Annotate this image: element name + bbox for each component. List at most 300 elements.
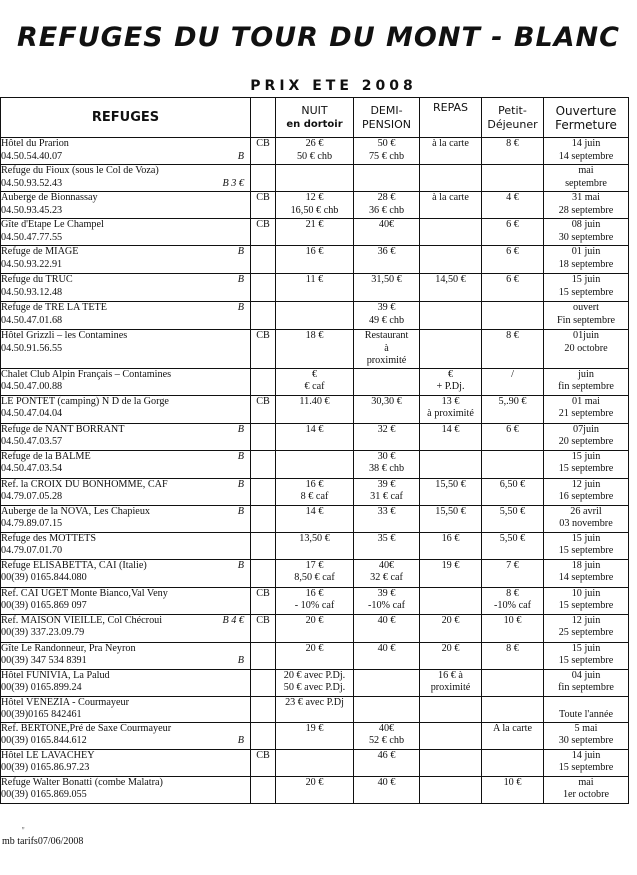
refuge-phone: 00(39) 0165.869.055 — [1, 789, 87, 800]
ouverture-cell-line: fin septembre — [558, 381, 614, 392]
ouverture-cell-line: 01 juin — [571, 246, 601, 257]
ouverture-cell — [544, 505, 629, 532]
nuit-cell — [276, 423, 354, 450]
nuit-cell — [276, 138, 354, 165]
petit-dejeuner-cell — [482, 722, 544, 749]
refuge-phone: 00(39) 0165.899.24 — [1, 682, 82, 693]
table-row — [1, 749, 629, 776]
cb-cell — [251, 274, 276, 302]
refuge-name: Gîte d'Etape Le Champel — [1, 219, 104, 230]
repas-cell — [420, 219, 482, 246]
ouverture-cell-line: 12 juin — [571, 478, 601, 490]
refuge-phone: 04.79.07.05.28 — [1, 491, 63, 502]
demi-pension-cell-line: 39 € — [377, 478, 396, 490]
refuge-phone: 04.79.07.01.70 — [1, 545, 63, 556]
table-body — [1, 138, 629, 804]
repas-cell — [420, 642, 482, 669]
refuge-phone: 04.50.47.01.68 — [1, 314, 63, 326]
demi-pension-cell-line: 33 € — [377, 505, 396, 517]
refuge-name: Hôtel LE LAVACHEY — [1, 749, 95, 761]
refuge-name-cell — [1, 246, 251, 274]
demi-pension-cell — [354, 749, 420, 776]
repas-cell-line: proximité — [430, 682, 471, 693]
demi-pension-cell — [354, 246, 420, 274]
refuge-phone: 04.50.47.04.04 — [1, 408, 63, 419]
ouverture-cell-line: 04 juin — [571, 669, 601, 681]
table-row — [1, 505, 629, 532]
refuge-mark: B — [237, 423, 244, 435]
nuit-cell — [276, 478, 354, 505]
nuit-cell-line: 20 € — [305, 776, 324, 788]
nuit-cell-line: 50 € chb — [296, 150, 333, 162]
ouverture-cell-line: 15 septembre — [558, 762, 614, 773]
petit-dejeuner-cell — [482, 368, 544, 395]
refuge-phone: 00(39) 347 534 8391 — [1, 655, 87, 666]
ouverture-cell — [544, 450, 629, 478]
table-row — [1, 559, 629, 587]
refuge-name: Auberge de la NOVA, Les Chapieux — [1, 505, 151, 517]
nuit-cell — [276, 587, 354, 614]
petit-dejeuner-cell — [482, 330, 544, 369]
nuit-cell — [276, 219, 354, 246]
nuit-cell — [276, 165, 354, 192]
nuit-cell-line: 23 € avec P.Dj — [285, 696, 344, 708]
nuit-cell-line: 20 € — [305, 614, 324, 626]
demi-pension-cell-line: 50 € — [377, 138, 396, 149]
refuge-name: Hôtel FUNIVIA, La Palud — [1, 669, 110, 681]
refuge-name-cell — [1, 395, 251, 423]
repas-cell — [420, 532, 482, 559]
petit-dejeuner-cell-line: / — [511, 368, 514, 380]
repas-cell-line: + P.Dj. — [436, 381, 465, 392]
petit-dejeuner-cell-line: 5,50 € — [499, 505, 526, 517]
ouverture-cell-line: 15 juin — [571, 532, 601, 544]
demi-pension-cell — [354, 505, 420, 532]
demi-pension-cell-line: 30,30 € — [371, 395, 402, 407]
ouverture-cell — [544, 642, 629, 669]
demi-pension-cell-line: 49 € chb — [368, 314, 405, 326]
ouverture-cell-line: 15 septembre — [558, 600, 614, 611]
repas-cell — [420, 450, 482, 478]
ouverture-cell-line: 15 septembre — [558, 545, 614, 556]
ouverture-cell-line: septembre — [565, 177, 607, 189]
demi-pension-cell-line: 36 € chb — [368, 204, 405, 216]
refuge-name: Refuge de la BALME — [1, 450, 91, 462]
table-row — [1, 478, 629, 505]
cb-cell: CB — [251, 395, 276, 423]
demi-pension-cell-line: 36 € — [377, 246, 396, 257]
demi-pension-cell — [354, 587, 420, 614]
demi-pension-cell — [354, 532, 420, 559]
ouverture-cell-line: 1er octobre — [562, 789, 610, 800]
nuit-cell-line: € — [311, 368, 318, 380]
ouverture-cell-line — [544, 697, 628, 710]
ouverture-cell-line: 25 septembre — [558, 627, 614, 638]
repas-cell-line: 20 € — [441, 614, 460, 626]
refuge-name: LE PONTET (camping) N D de la Gorge — [1, 395, 169, 407]
demi-pension-cell-line: Restaurant — [364, 330, 409, 341]
petit-dejeuner-cell — [482, 192, 544, 219]
table-row — [1, 642, 629, 669]
nuit-cell — [276, 749, 354, 776]
demi-pension-cell-line: proximité — [366, 355, 407, 366]
petit-dejeuner-cell — [482, 219, 544, 246]
ouverture-cell-line: Toute l'année — [558, 709, 614, 720]
ouverture-cell-line: juin — [578, 368, 594, 380]
header-demi-pension: DEMI- PENSION — [354, 98, 420, 138]
repas-cell-line: 20 € — [441, 642, 460, 654]
repas-cell-line: à la carte — [432, 138, 469, 149]
repas-cell — [420, 138, 482, 165]
refuge-mark: B — [237, 559, 244, 571]
ouverture-cell — [544, 587, 629, 614]
table-row — [1, 776, 629, 803]
petit-dejeuner-cell-line: 10 € — [503, 614, 522, 626]
refuge-phone: 04.50.93.52.43 — [1, 177, 63, 189]
cb-cell — [251, 450, 276, 478]
demi-pension-cell — [354, 219, 420, 246]
refuge-phone: 04.50.54.40.07 — [1, 150, 63, 162]
cb-cell: CB — [251, 749, 276, 776]
refuge-name: Hôtel du Prarion — [1, 138, 69, 149]
nuit-cell — [276, 532, 354, 559]
demi-pension-cell — [354, 450, 420, 478]
refuge-mark: B — [237, 150, 244, 162]
demi-pension-cell — [354, 559, 420, 587]
nuit-cell-line: 19 € — [305, 722, 324, 734]
refuge-name-cell — [1, 478, 251, 505]
nuit-cell-line: 20 € avec P.Dj. — [283, 669, 346, 681]
table-row — [1, 423, 629, 450]
cb-cell: CB — [251, 330, 276, 369]
repas-cell-line: 16 € — [441, 532, 460, 544]
petit-dejeuner-cell-line: 5,50 € — [499, 532, 526, 544]
nuit-cell — [276, 722, 354, 749]
cb-cell — [251, 696, 276, 722]
table-row — [1, 395, 629, 423]
refuge-name-cell — [1, 776, 251, 803]
table-row — [1, 330, 629, 369]
nuit-cell — [276, 614, 354, 642]
refuge-name-cell — [1, 138, 251, 165]
nuit-cell-line: 8 € caf — [300, 491, 329, 502]
cb-cell — [251, 302, 276, 330]
repas-cell-line: € — [447, 368, 454, 380]
petit-dejeuner-cell — [482, 614, 544, 642]
repas-cell-line: 14,50 € — [435, 274, 466, 285]
ouverture-cell-line: 14 septembre — [558, 572, 614, 583]
table-row — [1, 450, 629, 478]
refuge-name-cell — [1, 722, 251, 749]
ouverture-cell — [544, 614, 629, 642]
refuge-name-cell — [1, 587, 251, 614]
repas-cell — [420, 368, 482, 395]
refuge-phone: 04.50.47.03.57 — [1, 436, 63, 447]
nuit-cell-line: € caf — [304, 381, 325, 392]
repas-cell — [420, 423, 482, 450]
nuit-cell — [276, 368, 354, 395]
refuge-name: Refuge de MIAGE — [1, 246, 79, 257]
ouverture-cell-line: ouvert — [572, 302, 600, 313]
refuge-name-cell — [1, 505, 251, 532]
refuge-name: Hôtel VENEZIA - Courmayeur — [1, 696, 129, 708]
ouverture-cell — [544, 165, 629, 192]
refuge-name-cell — [1, 614, 251, 642]
ouverture-cell-line: mai — [578, 165, 594, 176]
repas-cell — [420, 165, 482, 192]
ouverture-cell — [544, 423, 629, 450]
ouverture-cell-line: 20 octobre — [564, 342, 608, 354]
refuge-mark: B — [237, 655, 244, 666]
petit-dejeuner-cell-line: 6,50 € — [499, 478, 526, 490]
petit-dejeuner-cell — [482, 478, 544, 505]
repas-cell — [420, 478, 482, 505]
demi-pension-cell — [354, 478, 420, 505]
cb-cell — [251, 722, 276, 749]
nuit-cell — [276, 274, 354, 302]
cb-cell: CB — [251, 587, 276, 614]
refuge-name-cell — [1, 368, 251, 395]
refuge-phone: 00(39) 0165.869 097 — [1, 600, 87, 611]
table-row — [1, 696, 629, 722]
refuge-name-cell — [1, 642, 251, 669]
ouverture-cell — [544, 219, 629, 246]
repas-cell-line: à la carte — [432, 192, 469, 203]
petit-dejeuner-cell — [482, 450, 544, 478]
refuge-phone: 04.50.93.22.91 — [1, 258, 63, 270]
ouverture-cell-line: Fin septembre — [556, 314, 615, 326]
cb-cell: CB — [251, 138, 276, 165]
cb-cell — [251, 669, 276, 696]
nuit-cell — [276, 696, 354, 722]
ouverture-cell — [544, 559, 629, 587]
header-row — [1, 98, 629, 138]
demi-pension-cell — [354, 423, 420, 450]
refuge-name-cell — [1, 450, 251, 478]
repas-cell — [420, 302, 482, 330]
ouverture-cell-line: 31 mai — [571, 192, 600, 203]
table-row — [1, 246, 629, 274]
demi-pension-cell — [354, 368, 420, 395]
cb-cell — [251, 423, 276, 450]
refuge-name: Refuge du TRUC — [1, 274, 73, 285]
demi-pension-cell-line: 35 € — [377, 532, 396, 544]
nuit-cell — [276, 559, 354, 587]
ouverture-cell-line: 14 septembre — [558, 150, 614, 162]
demi-pension-cell-line: 75 € chb — [368, 150, 405, 162]
ouverture-cell — [544, 330, 629, 369]
nuit-cell — [276, 246, 354, 274]
refuge-name-cell — [1, 559, 251, 587]
cb-cell — [251, 642, 276, 669]
table-row — [1, 368, 629, 395]
refuge-phone: 04.50.47.03.54 — [1, 463, 63, 474]
refuge-phone: 00(39) 0165.844.080 — [1, 572, 87, 583]
nuit-cell-line: 26 € — [305, 138, 324, 149]
petit-dejeuner-cell-line: 8 € — [506, 330, 519, 341]
demi-pension-cell — [354, 138, 420, 165]
petit-dejeuner-cell — [482, 274, 544, 302]
refuge-name: Refuge ELISABETTA, CAI (Italie) — [1, 559, 147, 571]
ouverture-cell-line: 15 septembre — [558, 655, 614, 666]
repas-cell — [420, 274, 482, 302]
demi-pension-cell-line: -10% caf — [367, 600, 406, 611]
nuit-cell-line: 20 € — [305, 642, 324, 654]
demi-pension-cell-line: 32 € — [377, 423, 396, 435]
cb-cell — [251, 246, 276, 274]
ouverture-cell-line: mai — [578, 776, 594, 788]
nuit-cell-line: 50 € avec P.Dj. — [283, 682, 346, 693]
refuge-phone: 04.50.47.00.88 — [1, 381, 63, 392]
ouverture-cell-line: 16 septembre — [558, 491, 614, 502]
cb-cell — [251, 532, 276, 559]
ouverture-cell — [544, 138, 629, 165]
cb-cell: CB — [251, 614, 276, 642]
demi-pension-cell-line: 40€ — [378, 559, 395, 571]
refuge-name-cell — [1, 423, 251, 450]
refuge-name: Refuge de TRE LA TETE — [1, 302, 108, 313]
refuge-name: Ref. BERTONE,Pré de Saxe Courmayeur — [1, 722, 172, 734]
header-repas: REPAS — [420, 98, 482, 138]
refuge-name: Refuge des MOTTETS — [1, 532, 97, 544]
petit-dejeuner-cell-line: 5,.90 € — [498, 395, 527, 407]
demi-pension-cell — [354, 395, 420, 423]
nuit-cell — [276, 505, 354, 532]
header-cb — [251, 98, 276, 138]
repas-cell — [420, 722, 482, 749]
refuge-name: Hôtel Grizzli – les Contamines — [1, 330, 128, 341]
ouverture-cell-line: 5 mai — [574, 722, 598, 734]
demi-pension-cell-line: 52 € chb — [368, 735, 405, 746]
nuit-cell — [276, 642, 354, 669]
demi-pension-cell-line: 39 € — [377, 587, 396, 599]
demi-pension-cell-line: 30 € — [377, 450, 396, 462]
nuit-cell — [276, 776, 354, 803]
table-row — [1, 614, 629, 642]
demi-pension-cell-line: 31 € caf — [370, 491, 403, 502]
ouverture-cell — [544, 669, 629, 696]
header-refuges: REFUGES — [1, 98, 251, 138]
ouverture-cell — [544, 478, 629, 505]
refuge-name-cell — [1, 669, 251, 696]
repas-cell — [420, 330, 482, 369]
refuge-name: Ref. la CROIX DU BONHOMME, CAF — [1, 478, 168, 490]
petit-dejeuner-cell — [482, 138, 544, 165]
refuge-name: Refuge de NANT BORRANT — [1, 423, 125, 435]
repas-cell-line: 15,50 € — [435, 505, 466, 517]
repas-cell-line: à proximité — [427, 408, 474, 419]
nuit-cell-line: 14 € — [305, 505, 324, 517]
repas-cell — [420, 776, 482, 803]
nuit-cell — [276, 395, 354, 423]
petit-dejeuner-cell-line: 6 € — [506, 219, 519, 230]
demi-pension-cell-line: 40 € — [377, 776, 396, 788]
petit-dejeuner-cell — [482, 559, 544, 587]
ouverture-cell-line: 03 novembre — [559, 518, 613, 529]
repas-cell — [420, 669, 482, 696]
petit-dejeuner-cell-line: 8 € — [506, 138, 519, 149]
ouverture-cell — [544, 368, 629, 395]
petit-dejeuner-cell — [482, 302, 544, 330]
ouverture-cell — [544, 395, 629, 423]
demi-pension-cell — [354, 192, 420, 219]
repas-cell — [420, 192, 482, 219]
ouverture-cell-line: 01juin — [572, 330, 600, 341]
refuge-phone: 04.50.93.45.23 — [1, 204, 63, 216]
refuge-phone: 04.50.47.77.55 — [1, 231, 63, 243]
petit-dejeuner-cell — [482, 776, 544, 803]
ouverture-cell-line: 30 septembre — [558, 735, 614, 746]
ouverture-cell — [544, 246, 629, 274]
nuit-cell-line: 13,50 € — [299, 532, 330, 544]
refuge-name: Ref. MAISON VIEILLE, Col Chécroui — [1, 614, 163, 626]
nuit-cell-line: 14 € — [305, 423, 324, 435]
ouverture-cell-line: 18 juin — [571, 559, 601, 571]
repas-cell — [420, 559, 482, 587]
refuge-name-cell — [1, 330, 251, 369]
petit-dejeuner-cell — [482, 505, 544, 532]
cb-cell — [251, 559, 276, 587]
ouverture-cell — [544, 749, 629, 776]
nuit-cell-line: 21 € — [305, 219, 324, 230]
refuge-name-cell — [1, 219, 251, 246]
demi-pension-cell — [354, 165, 420, 192]
demi-pension-cell-line: 40€ — [378, 219, 395, 230]
nuit-cell — [276, 192, 354, 219]
page-title: REFUGES DU TOUR DU MONT - BLANC — [17, 22, 620, 53]
table-row — [1, 587, 629, 614]
cb-cell: CB — [251, 192, 276, 219]
demi-pension-cell-line: 46 € — [377, 749, 396, 761]
repas-cell-line: 16 € à — [438, 669, 463, 681]
refuge-name-cell — [1, 165, 251, 192]
ouverture-cell — [544, 532, 629, 559]
repas-cell — [420, 749, 482, 776]
nuit-cell — [276, 669, 354, 696]
demi-pension-cell-line: 40€ — [378, 722, 395, 734]
ouverture-cell-line: 18 septembre — [558, 258, 614, 270]
nuit-cell — [276, 302, 354, 330]
refuge-name: Refuge du Fioux (sous le Col de Voza) — [1, 165, 159, 176]
table-row — [1, 274, 629, 302]
nuit-cell — [276, 330, 354, 369]
refuge-phone: 04.50.93.12.48 — [1, 286, 63, 298]
ouverture-cell-line: 20 septembre — [558, 436, 614, 447]
ouverture-cell-line: 14 juin — [571, 138, 601, 149]
refuge-name-cell — [1, 696, 251, 722]
demi-pension-cell-line: 38 € chb — [368, 463, 405, 474]
page-subtitle: PRIX ETE 2008 — [250, 78, 417, 94]
repas-cell — [420, 587, 482, 614]
demi-pension-cell-line: 32 € caf — [370, 572, 403, 583]
nuit-cell-line: 16,50 € chb — [290, 204, 339, 216]
cb-cell — [251, 505, 276, 532]
demi-pension-cell-line: 40 € — [377, 642, 396, 654]
demi-pension-cell-line: 39 € — [377, 302, 396, 313]
refuge-mark: B — [237, 478, 244, 490]
repas-cell-line: 13 € — [441, 395, 460, 407]
ouverture-cell-line: 15 juin — [571, 450, 601, 462]
table-row — [1, 669, 629, 696]
ouverture-cell-line: 12 juin — [571, 614, 601, 626]
petit-dejeuner-cell-line: -10% caf — [493, 600, 532, 611]
ouverture-cell — [544, 274, 629, 302]
ouverture-cell-line: 01 mai — [571, 395, 600, 407]
petit-dejeuner-cell-line: 6 € — [506, 246, 519, 257]
ouverture-cell-line: 10 juin — [571, 587, 601, 599]
refuge-name-cell — [1, 532, 251, 559]
ouverture-cell — [544, 722, 629, 749]
